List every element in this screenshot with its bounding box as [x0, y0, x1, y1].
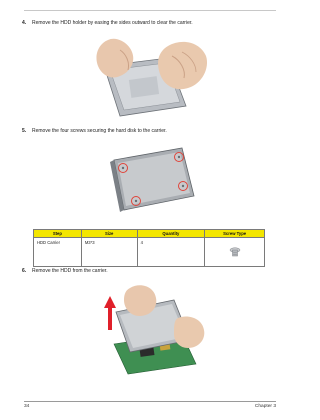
- table-header-row: [34, 230, 265, 238]
- photo-carrier-screws: [90, 138, 210, 218]
- photo-remove-hdd: [90, 278, 210, 376]
- step-6-instruction: [22, 268, 108, 274]
- cell-size: M3*3: [81, 238, 137, 267]
- hdd-removal-image: [90, 278, 210, 376]
- table-row: [34, 238, 265, 267]
- hands-removing-holder-image: [90, 32, 210, 122]
- step-text: Remove the HDD from the carrier.: [32, 268, 108, 274]
- photo-remove-holder: [90, 32, 210, 122]
- cell-step: HDD Carrier: [34, 238, 82, 267]
- step-number: 4.: [22, 20, 27, 26]
- top-rule: [24, 10, 276, 11]
- page-number: 34: [24, 404, 30, 409]
- cell-screw-type: [205, 238, 265, 267]
- chapter-label: Chapter 3: [254, 404, 276, 409]
- step-text: Remove the four screws securing the hard disk to the carrier.: [32, 128, 167, 134]
- step-number: 5.: [22, 128, 27, 134]
- step-4-instruction: [22, 20, 193, 26]
- screw-icon: [227, 246, 243, 258]
- header-screw-type: Screw Type: [205, 230, 265, 238]
- hdd-carrier-screws-image: [90, 138, 210, 218]
- step-5-instruction: [22, 128, 167, 134]
- bottom-rule: [24, 401, 276, 402]
- step-text: Remove the HDD holder by easing the sides outward to clear the carrier.: [32, 20, 193, 26]
- cell-quantity: 4: [137, 238, 205, 267]
- header-step: Step: [34, 230, 82, 238]
- header-quantity: Quantity: [137, 230, 205, 238]
- header-size: Size: [81, 230, 137, 238]
- step-number: 6.: [22, 268, 27, 274]
- screw-table: [33, 229, 265, 267]
